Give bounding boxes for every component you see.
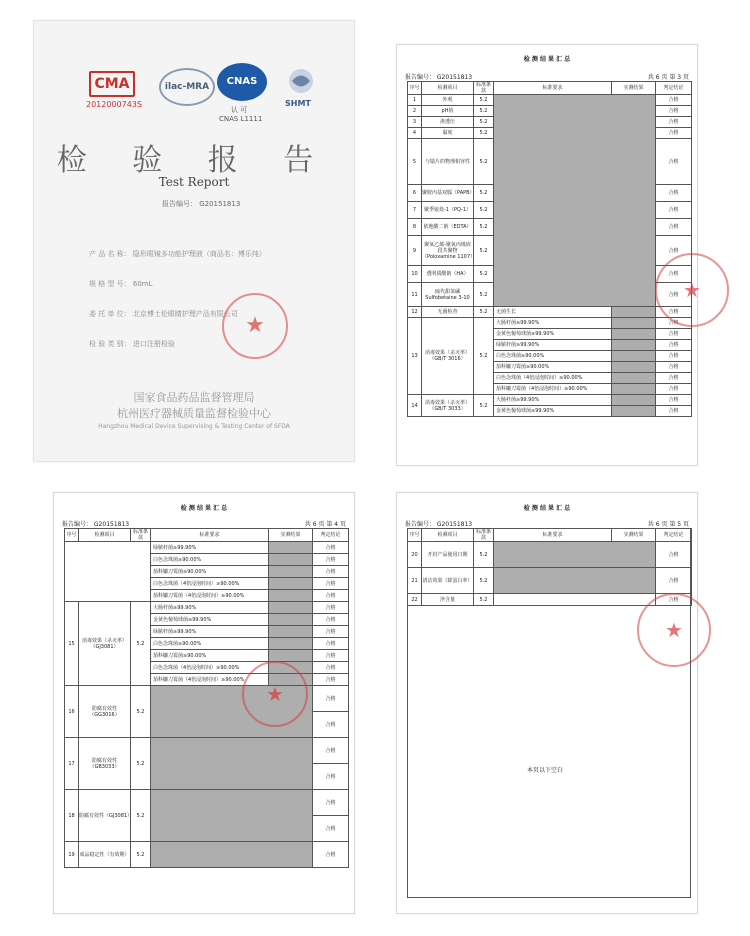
table-row <box>408 395 692 406</box>
cell-clause: 5.2 <box>474 219 494 236</box>
redacted-area <box>151 738 313 790</box>
cell-item: 透明质酸钠（HA） <box>422 266 474 283</box>
cell-verdict: 合格 <box>656 542 692 568</box>
cell-no: 1 <box>408 95 422 106</box>
cell-clause: 5.2 <box>474 568 494 594</box>
header-result: 实测结果 <box>612 82 656 95</box>
redacted-area <box>612 340 656 351</box>
cell-item: 防腐有效性（GJ3081） <box>79 790 131 842</box>
cell-item: 防腐有效性（GB3033） <box>79 738 131 790</box>
cnas-logo: CNAS <box>217 63 267 101</box>
cell-verdict: 合格 <box>656 106 692 117</box>
cover-client: 委 托 单 位： 北京博士伦眼睛护理产品有限公司 <box>89 310 238 318</box>
header-requirement: 标准要求 <box>151 529 269 542</box>
cell-requirement: 茄科镰刀霉菌≥90.00% <box>151 566 269 578</box>
cell-clause: 5.2 <box>474 128 494 139</box>
header-clause: 标准条款 <box>474 529 494 542</box>
header-verdict: 判定结论 <box>656 529 692 542</box>
report-page-3 <box>396 44 701 466</box>
cell-item: 与镜片的物理相容性 <box>422 139 474 185</box>
header-verdict: 判定结论 <box>656 82 692 95</box>
redacted-area <box>612 351 656 362</box>
cover-spec: 规 格 型 号： 60mL <box>89 280 153 288</box>
cell-requirement: 绿脓杆菌≥99.90% <box>494 340 612 351</box>
cell-requirement: 茄科镰刀霉菌（4倍浸泡时间）≥90.00% <box>151 590 269 602</box>
cell-verdict: 合格 <box>656 351 692 362</box>
seal-star-icon: ★ <box>665 618 683 642</box>
cell-item: 消毒效果（杀灭率）（GB/T 3016） <box>422 318 474 395</box>
table-row <box>408 318 692 329</box>
cell-clause: 5.2 <box>131 602 151 686</box>
table-row <box>65 842 349 868</box>
cell-clause: 5.2 <box>474 139 494 185</box>
redacted-area <box>269 602 313 614</box>
cell-requirement: 茄科镰刀霉菌（4倍浸泡时间）≥90.00% <box>494 384 612 395</box>
cell-no: 7 <box>408 202 422 219</box>
ilac-mra-logo: ilac-MRA <box>159 68 215 106</box>
cell-no: 3 <box>408 117 422 128</box>
redacted-area <box>151 842 313 868</box>
cell-item: 净含量 <box>422 594 474 606</box>
cell-verdict: 合格 <box>313 638 349 650</box>
cell-clause: 5.2 <box>474 318 494 395</box>
page-title: 检 测 结 果 汇 总 <box>180 505 228 512</box>
cell-verdict: 合格 <box>313 662 349 674</box>
cell-item: 硫代甜菜碱 Sulfobetaine 3-10 <box>422 283 474 307</box>
redacted-area <box>612 362 656 373</box>
redacted-area <box>269 650 313 662</box>
cell-item: 渗透压 <box>422 117 474 128</box>
report-number: 报告编号： G20151813 <box>405 74 473 81</box>
cell-item: 黏度 <box>422 128 474 139</box>
cell-verdict: 合格 <box>656 95 692 106</box>
red-seal-stamp <box>222 293 288 359</box>
cnas-sub-cn: 认 可 <box>231 106 248 114</box>
cell-no: 16 <box>65 686 79 738</box>
cell-verdict: 合格 <box>656 219 692 236</box>
cell-no: 17 <box>65 738 79 790</box>
report-number: 报告编号： G20151813 <box>62 521 130 528</box>
cell-no: 19 <box>65 842 79 868</box>
cell-verdict: 合格 <box>313 674 349 686</box>
header-no: 序号 <box>408 529 422 542</box>
cell-verdict: 合格 <box>313 790 349 816</box>
cell-clause: 5.2 <box>474 106 494 117</box>
cell-item: 消毒效果（杀灭率）（GJ3081） <box>79 602 131 686</box>
cell-clause: 5.2 <box>474 202 494 219</box>
red-seal-stamp <box>637 593 711 667</box>
cell-verdict: 合格 <box>656 318 692 329</box>
table-row <box>65 542 349 554</box>
cell-requirement: 金黄色葡萄球菌≥99.90% <box>151 614 269 626</box>
cell-clause: 5.2 <box>131 842 151 868</box>
cell-verdict: 合格 <box>656 117 692 128</box>
cell-no: 9 <box>408 236 422 266</box>
cover-report-no: 报告编号： G20151813 <box>162 200 241 208</box>
cell-clause: 5.2 <box>474 283 494 307</box>
cell-requirement: 茄科镰刀霉菌≥90.00% <box>151 650 269 662</box>
cell-no: 18 <box>65 790 79 842</box>
cell-verdict: 合格 <box>313 650 349 662</box>
table-header-row <box>408 529 692 542</box>
cell-clause: 5.2 <box>131 738 151 790</box>
header-no: 序号 <box>408 82 422 95</box>
cell-verdict: 合格 <box>656 406 692 417</box>
cell-no: 10 <box>408 266 422 283</box>
cell-item: pH值 <box>422 106 474 117</box>
cell-verdict: 合格 <box>313 602 349 614</box>
cell-requirement: 白色念珠菌≥90.00% <box>151 554 269 566</box>
cell-verdict: 合格 <box>656 266 692 283</box>
redacted-area <box>269 542 313 554</box>
cell-verdict: 合格 <box>313 712 349 738</box>
redacted-area <box>269 626 313 638</box>
cell-verdict: 合格 <box>313 566 349 578</box>
cell-verdict: 合格 <box>656 139 692 185</box>
cell-verdict: 合格 <box>656 395 692 406</box>
report-number: 报告编号： G20151813 <box>405 521 473 528</box>
results-table <box>407 81 692 417</box>
cell-item: 聚胺丙基双胍（PAPB） <box>422 185 474 202</box>
redacted-area <box>494 542 656 568</box>
shmt-label: SHMT <box>285 99 311 108</box>
redacted-area <box>612 307 656 318</box>
redacted-area <box>269 554 313 566</box>
seal-star-icon: ★ <box>245 313 265 338</box>
red-seal-stamp <box>655 253 729 327</box>
page-title: 检 测 结 果 汇 总 <box>523 505 571 512</box>
cell-clause: 5.2 <box>474 266 494 283</box>
table-header-row <box>65 529 349 542</box>
cell-no: 8 <box>408 219 422 236</box>
cell-item: 聚季铵盐-1（PQ-1） <box>422 202 474 219</box>
header-result: 实测结果 <box>612 529 656 542</box>
cell-item: 聚氧乙烯-聚氧丙烯嵌段共聚物（Poloxamine 1107） <box>422 236 474 266</box>
cell-no: 14 <box>408 395 422 417</box>
cell-no: 4 <box>408 128 422 139</box>
redacted-area <box>612 373 656 384</box>
redacted-area <box>612 384 656 395</box>
cell-no: 12 <box>408 307 422 318</box>
cover-center-name-en: Hangzhou Medical Device Supervising & Testing Center of SFDA <box>98 423 290 430</box>
cell-verdict: 合格 <box>313 554 349 566</box>
cell-clause: 5.2 <box>474 307 494 318</box>
cell-item: 无菌检查 <box>422 307 474 318</box>
table-row <box>65 738 349 764</box>
redacted-area <box>494 95 656 307</box>
cell-clause: 5.2 <box>131 686 151 738</box>
cell-verdict: 合格 <box>313 842 349 868</box>
table-row <box>65 602 349 614</box>
cell-no: 6 <box>408 185 422 202</box>
header-item: 检测项目 <box>79 529 131 542</box>
redacted-area <box>612 406 656 417</box>
cell-requirement: 大肠杆菌≥99.90% <box>151 602 269 614</box>
redacted-area <box>151 790 313 842</box>
cell-requirement: 绿脓杆菌≥99.90% <box>151 626 269 638</box>
cell-verdict: 合格 <box>313 542 349 554</box>
cell-verdict: 合格 <box>656 185 692 202</box>
cnas-sub-code: CNAS L1111 <box>219 115 263 123</box>
table-row <box>65 790 349 816</box>
header-item: 检测项目 <box>422 82 474 95</box>
cell-no: 22 <box>408 594 422 606</box>
cell-clause: 5.2 <box>474 236 494 266</box>
table-row <box>408 307 692 318</box>
cell-no: 20 <box>408 542 422 568</box>
table-header-row <box>408 82 692 95</box>
cell-verdict: 合格 <box>656 329 692 340</box>
cell-requirement: 白色念珠菌≥90.00% <box>494 351 612 362</box>
cell-clause: 5.2 <box>131 790 151 842</box>
cell-requirement: 白色念珠菌≥90.00% <box>151 638 269 650</box>
cell-verdict: 合格 <box>656 283 692 307</box>
redacted-area <box>612 395 656 406</box>
cell-requirement: 大肠杆菌≥99.90% <box>494 395 612 406</box>
cover-center-name: 杭州医疗器械质量监督检验中心 <box>117 407 271 420</box>
cell-no: 21 <box>408 568 422 594</box>
cell-clause: 5.2 <box>474 117 494 128</box>
cell-verdict: 合格 <box>656 340 692 351</box>
cell-requirement: 茄科镰刀霉菌（4倍浸泡时间）≥90.00% <box>151 674 269 686</box>
red-seal-stamp <box>242 661 308 727</box>
cma-number: 2012000743S <box>86 100 142 109</box>
cell-requirement: 大肠杆菌≥99.90% <box>494 318 612 329</box>
cell-verdict: 合格 <box>656 128 692 139</box>
page-indicator: 共 6 页 第 4 页 <box>304 521 346 528</box>
cell-verdict: 合格 <box>656 384 692 395</box>
cell-verdict: 合格 <box>313 764 349 790</box>
cell-item: 消毒效果（杀灭率）（GB/T 3033） <box>422 395 474 417</box>
redacted-area <box>269 614 313 626</box>
cover-product-name: 产 品 名 称： 隐形眼镜多功能护理液（商品名：博乐纯） <box>89 250 266 258</box>
cell-verdict: 合格 <box>656 594 692 606</box>
cover-page <box>33 20 355 462</box>
page-indicator: 共 6 页 第 5 页 <box>647 521 689 528</box>
table-row <box>408 542 692 568</box>
table-row <box>408 568 692 594</box>
redacted-area <box>494 568 656 594</box>
cell-verdict: 合格 <box>656 568 692 594</box>
cell-item: 防腐有效性（GG3016） <box>79 686 131 738</box>
cell-verdict: 合格 <box>656 236 692 266</box>
seal-star-icon: ★ <box>683 278 701 302</box>
cell-requirement: 白色念珠菌（4倍浸泡时间）≥90.00% <box>151 662 269 674</box>
redacted-area <box>612 318 656 329</box>
cell-requirement: 白色念珠菌（4倍浸泡时间）≥90.00% <box>494 373 612 384</box>
cell-no: 15 <box>65 602 79 686</box>
report-page-4 <box>53 492 355 914</box>
cell-continued <box>65 542 151 602</box>
redacted-area <box>612 329 656 340</box>
cell-verdict: 合格 <box>313 590 349 602</box>
redacted-area <box>269 638 313 650</box>
header-no: 序号 <box>65 529 79 542</box>
cell-verdict: 合格 <box>656 307 692 318</box>
blank-note: 本页以下空白 <box>527 767 564 774</box>
header-result: 实测结果 <box>269 529 313 542</box>
cell-no: 2 <box>408 106 422 117</box>
cell-requirement: 金黄色葡萄球菌≥99.90% <box>494 329 612 340</box>
cell-verdict: 合格 <box>313 578 349 590</box>
cell-no: 5 <box>408 139 422 185</box>
redacted-area <box>269 566 313 578</box>
header-item: 检测项目 <box>422 529 474 542</box>
cover-test-type: 检 验 类 别： 进口注册检验 <box>89 340 175 348</box>
table-row <box>408 95 692 106</box>
cell-clause: 5.2 <box>474 185 494 202</box>
cell-verdict: 合格 <box>313 626 349 638</box>
header-clause: 标准条款 <box>131 529 151 542</box>
header-clause: 标准条款 <box>474 82 494 95</box>
header-requirement: 标准要求 <box>494 529 612 542</box>
cell-verdict: 合格 <box>313 686 349 712</box>
cell-item: 成品稳定性（有效期） <box>79 842 131 868</box>
cnas-sub-label <box>219 105 262 123</box>
cell-item: 开封产品使用日期 <box>422 542 474 568</box>
seal-star-icon: ★ <box>266 682 284 706</box>
header-verdict: 判定结论 <box>313 529 349 542</box>
cell-item: 清洁效果（除蛋白率） <box>422 568 474 594</box>
header-requirement: 标准要求 <box>494 82 612 95</box>
cell-verdict: 合格 <box>313 816 349 842</box>
cell-no: 11 <box>408 283 422 307</box>
cell-verdict: 合格 <box>313 738 349 764</box>
cma-logo: CMA <box>89 71 135 97</box>
cell-requirement: 绿脓杆菌≥99.90% <box>151 542 269 554</box>
cell-item: 外观 <box>422 95 474 106</box>
page-title: 检 测 结 果 汇 总 <box>523 56 571 63</box>
cell-no: 13 <box>408 318 422 395</box>
cell-req: 无菌生长 <box>494 307 612 318</box>
cell-verdict: 合格 <box>656 362 692 373</box>
page-indicator: 共 6 页 第 3 页 <box>647 74 689 81</box>
cover-title: 检 验 报 告 <box>56 143 332 178</box>
cell-requirement-blank <box>494 594 656 606</box>
cell-clause: 5.2 <box>474 542 494 568</box>
cell-clause: 5.2 <box>474 395 494 417</box>
cell-requirement: 金黄色葡萄球菌≥99.90% <box>494 406 612 417</box>
cell-item: 依地酸二钠（EDTA） <box>422 219 474 236</box>
cell-verdict: 合格 <box>656 202 692 219</box>
cell-requirement: 茄科镰刀霉菌≥90.00% <box>494 362 612 373</box>
report-page-5 <box>396 492 698 914</box>
cell-clause: 5.2 <box>474 594 494 606</box>
cell-requirement: 白色念珠菌（4倍浸泡时间）≥90.00% <box>151 578 269 590</box>
redacted-area <box>269 590 313 602</box>
cell-clause: 5.2 <box>474 95 494 106</box>
redacted-area <box>269 578 313 590</box>
cover-subtitle: Test Report <box>158 175 230 189</box>
cell-verdict: 合格 <box>656 373 692 384</box>
cell-verdict: 合格 <box>313 614 349 626</box>
cover-org-name: 国家食品药品监督管理局 <box>133 391 255 404</box>
